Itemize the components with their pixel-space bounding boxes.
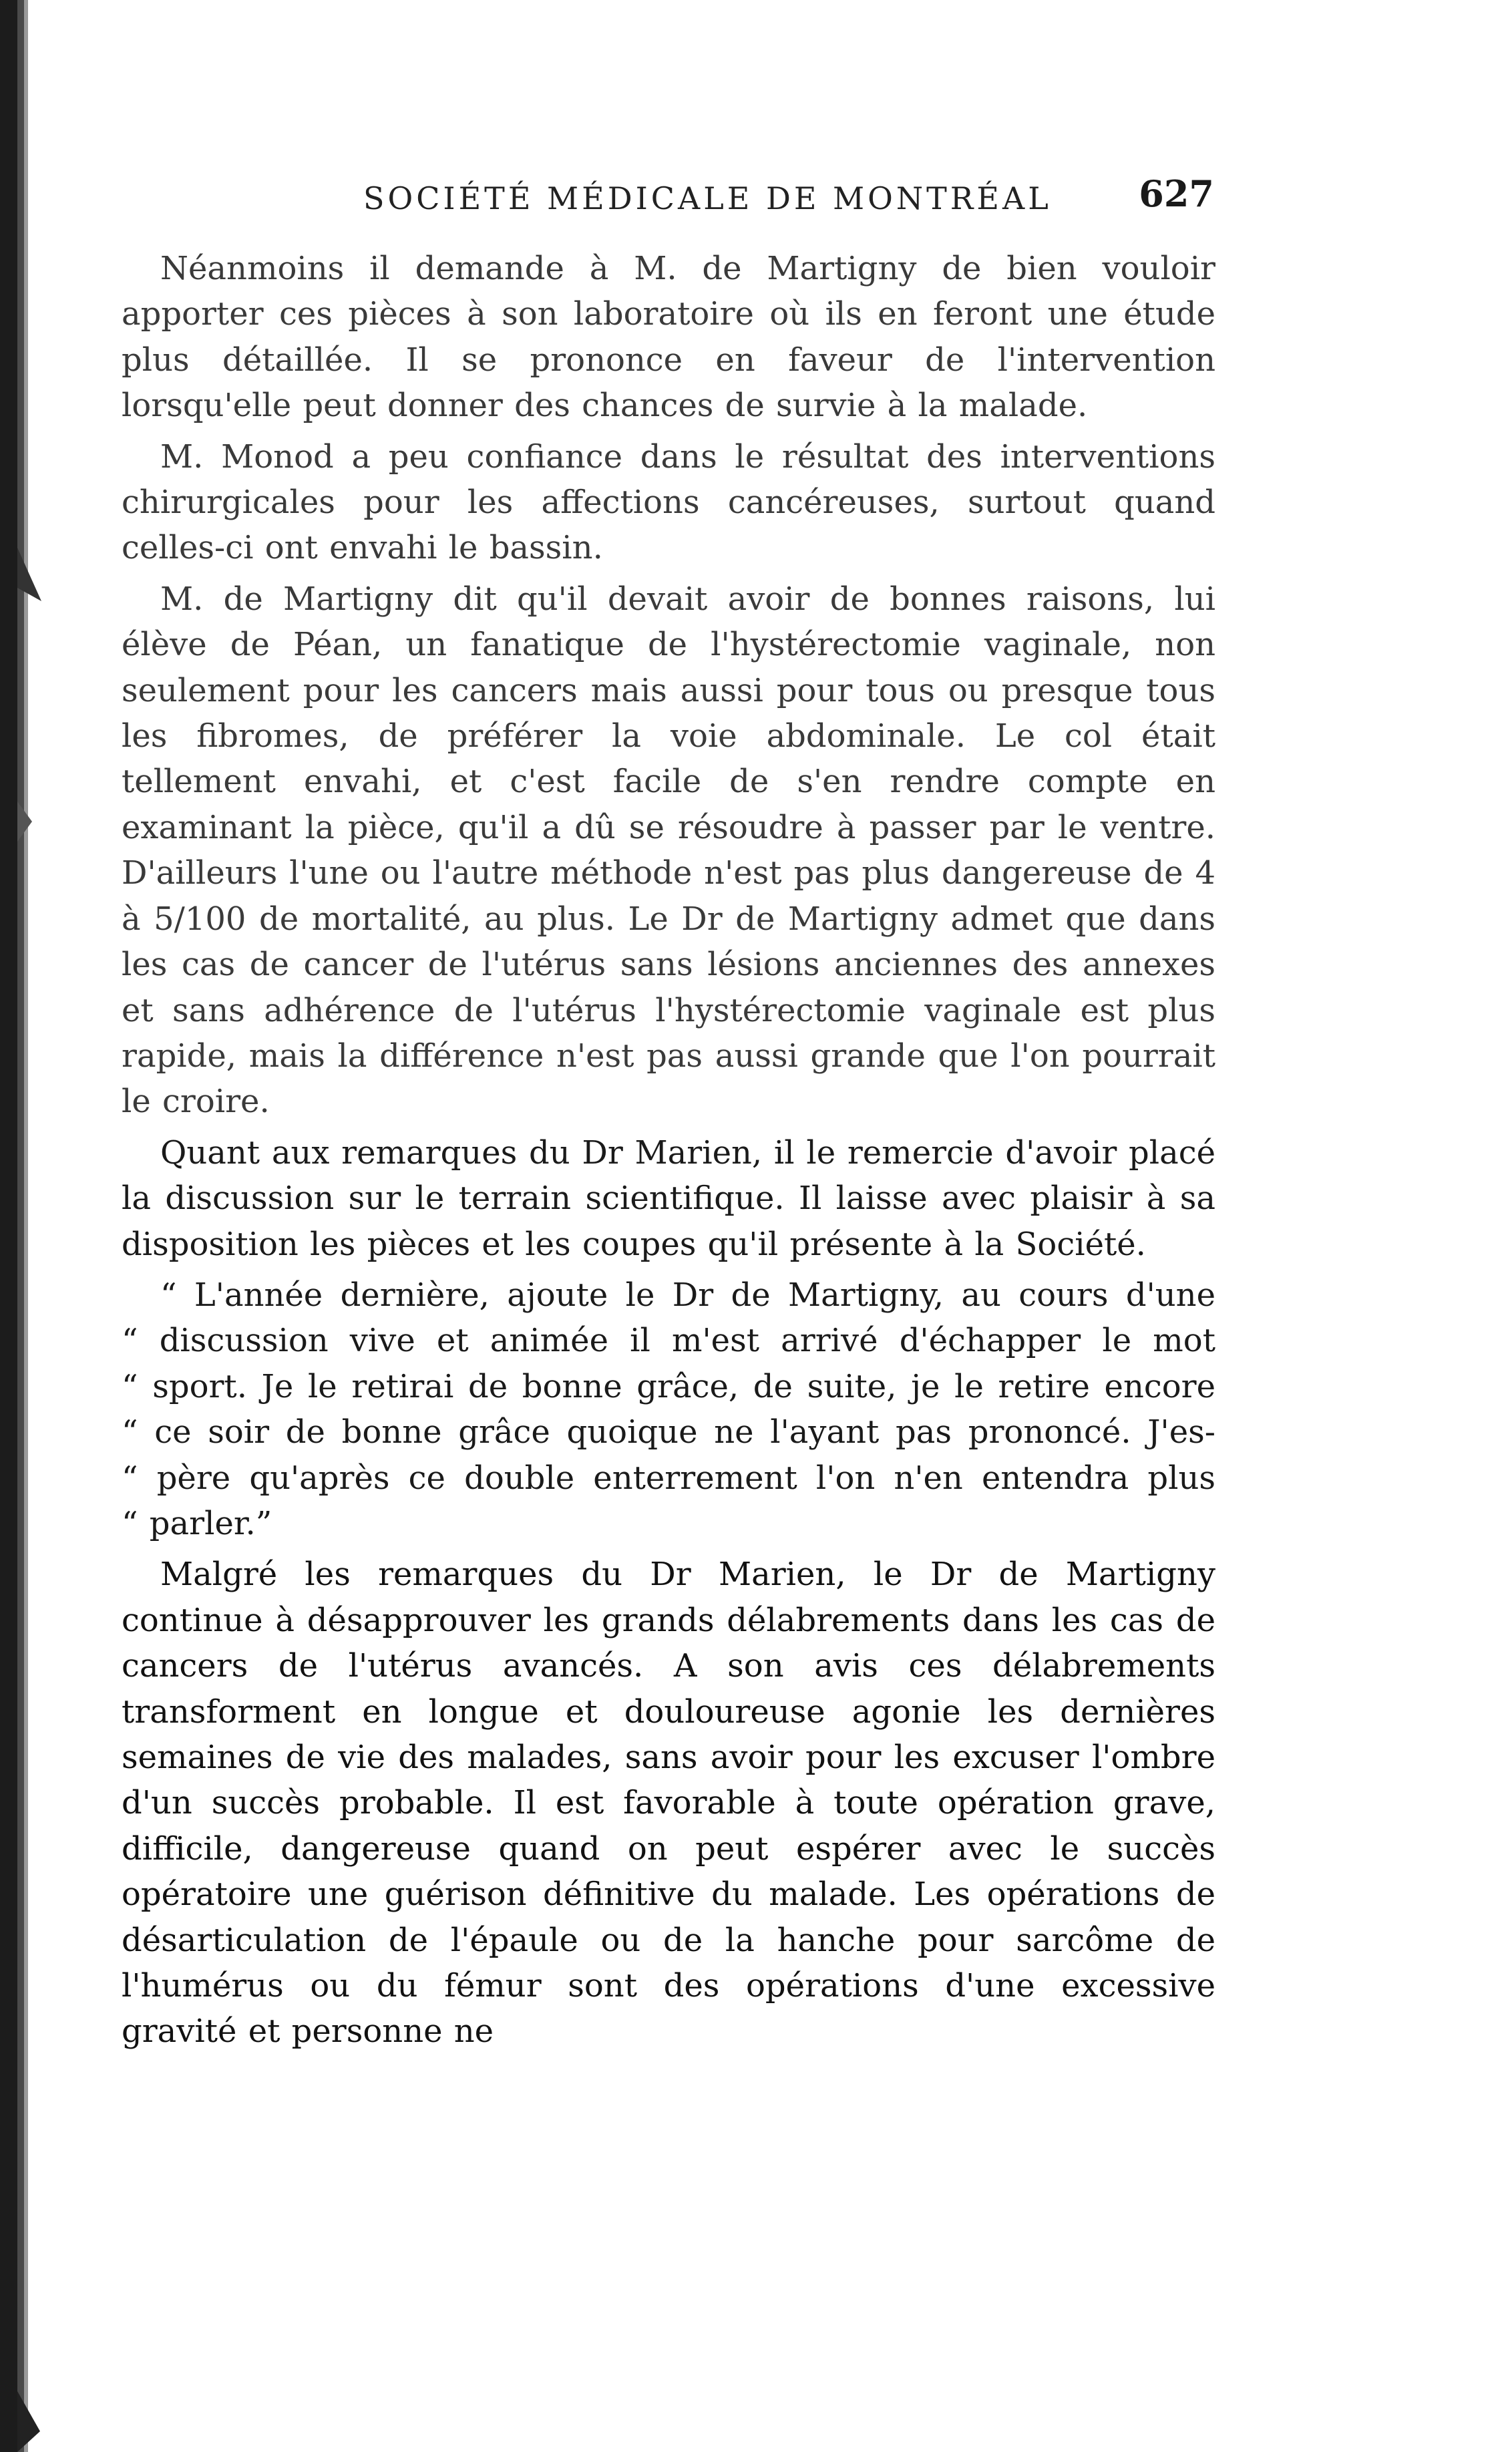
paragraph-3: M. de Martigny dit qu'il devait avoir de bonnes raisons, lui élève de Péan, un fanatique de l'hystérectomie vaginale, non seulement pour les cancers mais aussi pour tous ou presque tous les fibromes, de préférer la voie abdominale. Le col était tellement envahi, et c'est facile de s'en rendre compte en examinant la pièce, qu'il a dû se résoudre à passer par le ventre. D'ailleurs l'une ou l'autre méthode n'est pas plus dangereuse de 4 à 5/100 de mortalité, au plus. Le Dr de Martigny admet que dans les cas de cancer de l'utérus sans lésions anciennes des annexes et sans adhérence de l'utérus l'hystérectomie vaginale est plus rapide, mais la différence n'est pas aussi grande que l'on pourrait le croire. [122,580,1215,1121]
quote-line: “ discussion vive et animée il m'est arrivé d'échapper le mot [122,1322,1215,1360]
quote-line: “ père qu'après ce double enterrement l'on n'en entendra plus [122,1459,1215,1497]
quote-line: “ L'année dernière, ajoute le Dr de Martigny, au cours d'une [160,1276,1215,1314]
page-number: 627 [1139,172,1214,215]
quote-line: “ parler.” [122,1504,272,1542]
paragraph-1: Néanmoins il demande à M. de Martigny de bien vouloir apporter ces pièces à son laboratoire où ils en feront une étude plus détaillée. Il se prononce en faveur de l'intervention lorsqu'elle peut donner des chances de survie à la malade. [122,250,1215,425]
running-title: SOCIÉTÉ MÉDICALE DE MONTRÉAL [363,180,1052,216]
body-text [122,246,1215,2060]
paragraph-4: Quant aux remarques du Dr Marien, il le remercie d'avoir placé la discussion sur le terrain scientifique. Il laisse avec plaisir à sa disposition les pièces et les coupes qu'il présente à la Société. [122,1133,1215,1263]
quote-line: “ sport. Je le retirai de bonne grâce, de suite, je le retire encore [122,1367,1215,1405]
quotation-block [122,1272,1215,1546]
quote-line: “ ce soir de bonne grâce quoique ne l'ayant pas prononcé. J'es- [122,1413,1215,1451]
paragraph-final: Malgré les remarques du Dr Marien, le Dr de Martigny continue à désapprouver les grands délabrements dans les cas de cancers de l'utérus avancés. A son avis ces délabrements transforment en longue et douloureuse agonie les dernières semaines de vie des malades, sans avoir pour les excuser l'ombre d'un succès probable. Il est favorable à toute opération grave, difficile, dangereuse quand on peut espérer avec le succès opératoire une guérison définitive du malade. Les opérations de désarticulation de l'épaule ou de la hanche pour sarcôme de l'humérus ou du fémur sont des opérations d'une excessive gravité et personne ne [122,1556,1215,2051]
page-binding-edge [0,0,47,2452]
paragraph-2: M. Monod a peu confiance dans le résultat des interventions chirurgicales pour les affections cancéreuses, surtout quand celles-ci ont envahi le bassin. [122,437,1215,567]
page-header [126,172,1214,219]
